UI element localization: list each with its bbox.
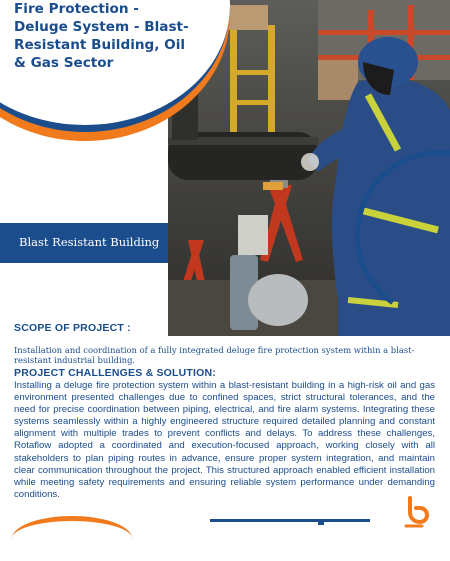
challenges-text: Installing a deluge fire protection system within a blast-resistant building in a high-risk oil and gas environment presented challenges due to confined spaces, strict structural tolerances, and the need for precise coordination between piping, electrical, and fire alarm systems. Integrating these systems seamlessly within a highly engineered structure required detailed planning and constant alignment with multiple trades to prevent conflicts and delays. To address these challenges, Rotaflow adopted a coordinated and execution-focused approach, working closely with all stakeholders to plan piping routes in advance, ensure proper system integration, and maintain clear communication throughout the project. This structured approach enabled efficient installation while meeting safety requirements and ensuring reliable system performance under demanding conditions. bbox=[14, 380, 435, 500]
scope-heading: SCOPE OF PROJECT : bbox=[14, 322, 131, 334]
divider-line bbox=[210, 519, 370, 522]
scope-text: Installation and coordination of a fully integrated deluge fire protection system within a blast-resistant industrial building. bbox=[14, 345, 415, 365]
rotaflow-logo-mark-icon bbox=[402, 496, 430, 528]
decorative-curve bbox=[12, 516, 132, 561]
banner-label: Blast Resistant Building bbox=[19, 235, 160, 249]
divider-accent bbox=[318, 522, 324, 525]
challenges-heading: PROJECT CHALLENGES & SOLUTION: bbox=[14, 367, 217, 379]
page-title: Fire Protection - Deluge System - Blast-Resistant Building, Oil & Gas Sector bbox=[14, 1, 189, 71]
building-type-banner bbox=[0, 223, 168, 263]
